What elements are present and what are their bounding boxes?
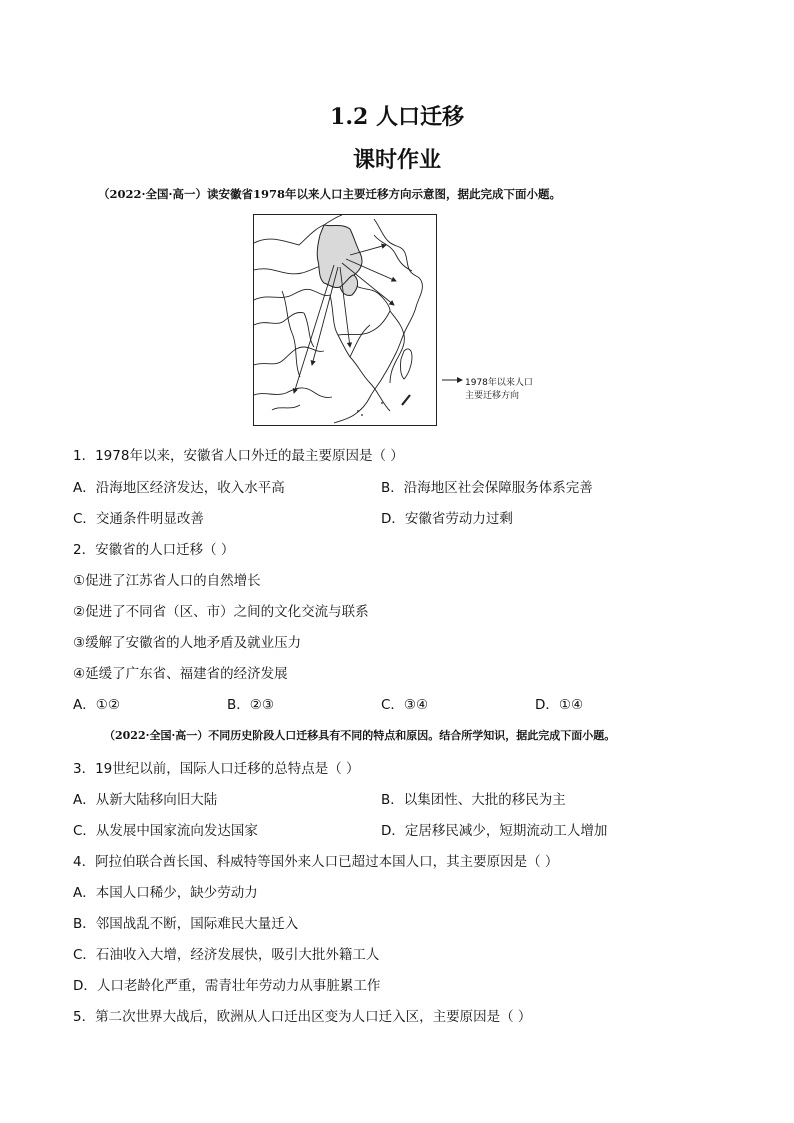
question-1-option-a[interactable]: A．沿海地区经济发达，收入水平高 [73,480,285,496]
question-2-statement-3: ③缓解了安徽省的人地矛盾及就业压力 [73,635,302,651]
question-4-option-c[interactable]: C．石油收入大增，经济发展快，吸引大批外籍工人 [73,947,380,963]
question-1-stem: 1．1978年以来，安徽省人口外迁的最主要原因是（ ） [73,448,404,464]
page-subtitle: 课时作业 [352,147,441,173]
question-3-option-a[interactable]: A．从新大陆移向旧大陆 [73,792,218,808]
legend-label-line2: 主要迁移方向 [465,391,520,401]
question-2-option-a[interactable]: A．①② [73,697,120,713]
question-1-option-d[interactable]: D．安徽省劳动力过剩 [381,511,513,527]
question-5-stem: 5．第二次世界大战后，欧洲从人口迁出区变为人口迁入区，主要原因是（ ） [73,1009,532,1025]
question-1-option-b[interactable]: B．沿海地区社会保障服务体系完善 [381,480,593,496]
question-group-intro: （2022·全国·高一）读安徽省1978年以来人口主要迁移方向示意图，据此完成下面小题。 [98,187,562,201]
question-4-option-a[interactable]: A．本国人口稀少，缺少劳动力 [73,885,258,901]
question-4-option-b[interactable]: B．邻国战乱不断，国际难民大量迁入 [73,916,299,932]
question-4-stem: 4．阿拉伯联合酋长国、科威特等国外来人口已超过本国人口，其主要原因是（ ） [73,854,559,870]
question-2-statement-2: ②促进了不同省（区、市）之间的文化交流与联系 [73,604,369,620]
question-2-option-d[interactable]: D．①④ [535,697,584,713]
question-2-option-c[interactable]: C．③④ [381,697,429,713]
question-3-option-d[interactable]: D．定居移民减少，短期流动工人增加 [381,823,608,839]
question-1-option-c[interactable]: C．交通条件明显改善 [73,511,204,527]
question-3-stem: 3．19世纪以前，国际人口迁移的总特点是（ ） [73,761,360,777]
question-2-statement-1: ①促进了江苏省人口的自然增长 [73,573,261,589]
page-title: 1.2 人口迁移 [330,104,464,130]
migration-map [253,214,437,426]
legend-label-line1: 1978年以来人口 [465,378,533,388]
question-group-intro-2: （2022·全国·高一）不同历史阶段人口迁移具有不同的特点和原因。结合所学知识，据此完成下面小题。 [104,729,616,742]
question-3-option-c[interactable]: C．从发展中国家流向发达国家 [73,823,258,839]
question-2-option-b[interactable]: B．②③ [227,697,274,713]
question-4-option-d[interactable]: D．人口老龄化严重，需青壮年劳动力从事脏累工作 [73,978,381,994]
question-2-stem: 2．安徽省的人口迁移（ ） [73,542,235,558]
question-2-statement-4: ④延缓了广东省、福建省的经济发展 [73,666,288,682]
question-3-option-b[interactable]: B．以集团性、大批的移民为主 [381,792,566,808]
